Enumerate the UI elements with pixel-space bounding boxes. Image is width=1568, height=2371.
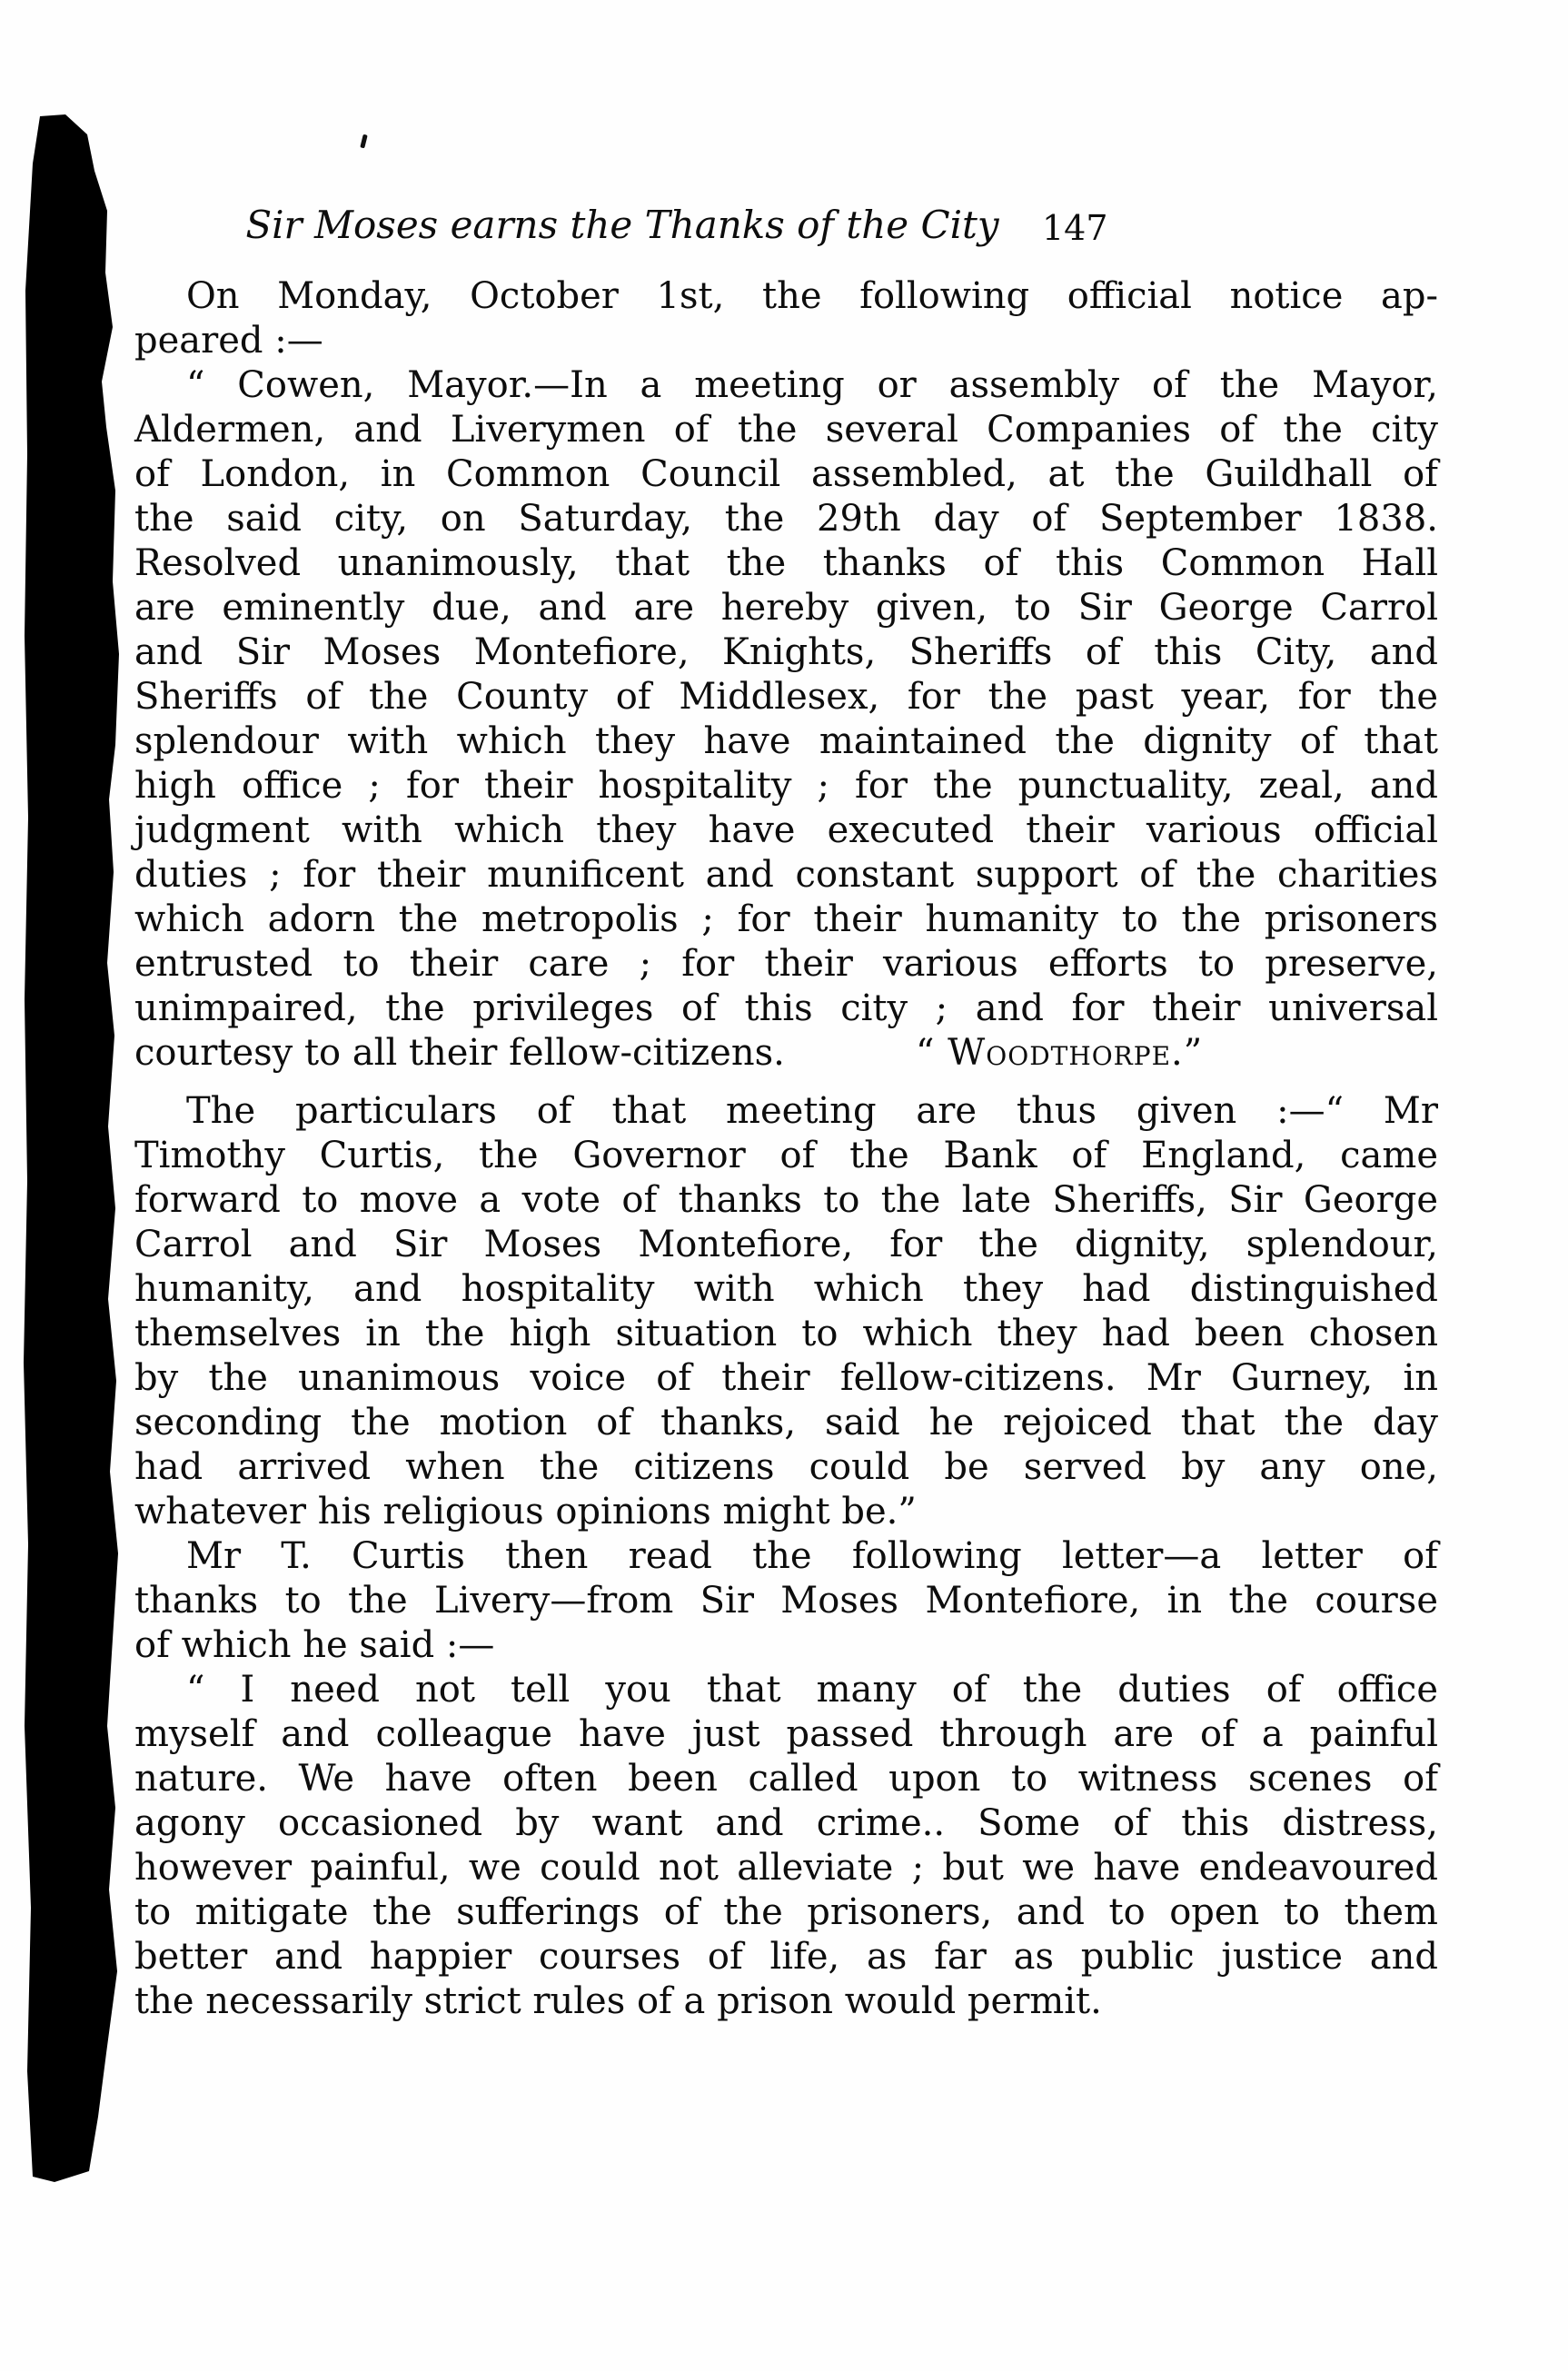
text-line: myself and colleague have just passed through are of a painful: [134, 1713, 1438, 1755]
text-line: of London, in Common Council assembled, at the Guildhall of: [134, 453, 1438, 495]
page-content: [134, 0, 1438, 2024]
text-line: and Sir Moses Montefiore, Knights, Sheriffs of this City, and: [134, 631, 1438, 673]
text-line: of which he said :—: [134, 1624, 495, 1666]
signature-line: [134, 1031, 1438, 1076]
text-line: duties ; for their munificent and constant support of the charities: [134, 854, 1438, 896]
scan-gutter-shadow: [0, 0, 154, 2371]
text-line: peared :—: [134, 320, 323, 362]
text-line: humanity, and hospitality with which they had distinguished: [134, 1268, 1438, 1310]
text-line: entrusted to their care ; for their various efforts to preserve,: [134, 943, 1438, 985]
text-line: themselves in the high situation to which they had been chosen: [134, 1313, 1438, 1354]
text-line: agony occasioned by want and crime.. Some of this distress,: [134, 1802, 1438, 1844]
page-number: 147: [1042, 208, 1108, 248]
page-title: Sir Moses earns the Thanks of the City: [245, 203, 999, 247]
text-line: which adorn the metropolis ; for their humanity to the prisoners: [134, 898, 1438, 940]
text-line: seconding the motion of thanks, said he rejoiced that the day: [134, 1402, 1438, 1443]
text-line: Carrol and Sir Moses Montefiore, for the dignity, splendour,: [134, 1224, 1438, 1265]
signature-line-text: courtesy to all their fellow-citizens.: [134, 1032, 785, 1074]
text-line: whatever his religious opinions might be.”: [134, 1491, 917, 1533]
text-line: however painful, we could not alleviate ; but we have endeavoured: [134, 1847, 1438, 1889]
text-line: had arrived when the citizens could be served by any one,: [134, 1446, 1438, 1488]
text-line: the said city, on Saturday, the 29th day of September 1838.: [134, 498, 1438, 540]
text-line: The particulars of that meeting are thus given :—“ Mr: [186, 1090, 1438, 1132]
text-line: nature. We have often been called upon to witness scenes of: [134, 1758, 1438, 1800]
text-line: better and happier courses of life, as far as public justice and: [134, 1936, 1438, 1978]
running-header: [134, 203, 1438, 247]
text-line: Sheriffs of the County of Middlesex, for the past year, for the: [134, 676, 1438, 718]
text-line: unimpaired, the privileges of this city ; and for their universal: [134, 987, 1438, 1029]
text-line: Mr T. Curtis then read the following letter—a letter of: [186, 1535, 1438, 1577]
text-line: thanks to the Livery—from Sir Moses Montefiore, in the course: [134, 1580, 1438, 1622]
text-line: by the unanimous voice of their fellow-citizens. Mr Gurney, in: [134, 1357, 1438, 1399]
text-line: forward to move a vote of thanks to the late Sheriffs, Sir George: [134, 1179, 1438, 1221]
text-line: are eminently due, and are hereby given, to Sir George Carrol: [134, 587, 1438, 629]
signature-name: “ Woodthorpe.”: [916, 1032, 1204, 1074]
text-line: the necessarily strict rules of a prison would permit.: [134, 1980, 1102, 2022]
text-line: “ I need not tell you that many of the duties of office: [186, 1669, 1438, 1711]
paragraph: [134, 274, 1438, 363]
paragraph: [134, 1668, 1438, 2024]
paragraph: [134, 1534, 1438, 1668]
text-line: splendour with which they have maintained the dignity of that: [134, 720, 1438, 762]
text-line: On Monday, October 1st, the following official notice ap-: [186, 275, 1438, 317]
text-line: Resolved unanimously, that the thanks of this Common Hall: [134, 542, 1438, 584]
text-line: Aldermen, and Liverymen of the several Companies of the city: [134, 409, 1438, 451]
paragraph: [134, 1089, 1438, 1534]
text-line: high office ; for their hospitality ; for the punctuality, zeal, and: [134, 765, 1438, 807]
paragraph: [134, 363, 1438, 1076]
page-body: [134, 274, 1438, 2024]
text-line: Timothy Curtis, the Governor of the Bank of England, came: [134, 1135, 1438, 1176]
text-line: judgment with which they have executed their various official: [134, 809, 1438, 851]
text-line: “ Cowen, Mayor.—In a meeting or assembly of the Mayor,: [186, 364, 1438, 406]
text-line: to mitigate the sufferings of the prisoners, and to open to them: [134, 1891, 1438, 1933]
